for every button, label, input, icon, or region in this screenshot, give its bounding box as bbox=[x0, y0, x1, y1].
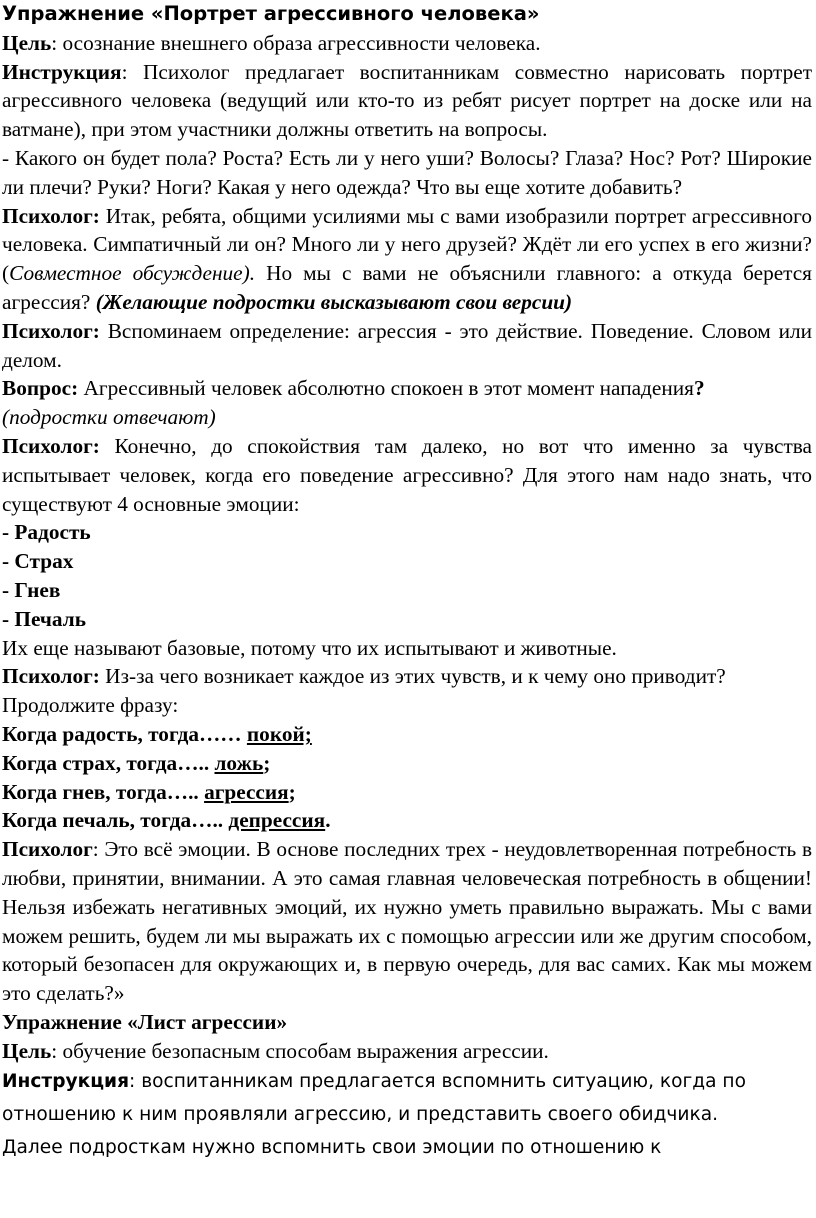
phrase-tail: ; bbox=[263, 750, 271, 775]
questions-paragraph: - Какого он будет пола? Роста? Есть ли у него уши? Волосы? Глаза? Нос? Рот? Широкие ли плечи? Руки? Ноги? Какая у него одежда? Что вы еще хотите добавить? bbox=[2, 145, 812, 199]
instruction-text: : воспитанникам предлагается вспомнить ситуацию, когда по отношению к ним проявляли агрессию, и представить своего обидчика. bbox=[2, 1071, 746, 1126]
paragraph-italic-remark: (Желающие подростки высказывают свои версии) bbox=[95, 289, 573, 314]
phrase-lead: Когда радость, тогда…… bbox=[2, 721, 247, 746]
phrase-tail: . bbox=[325, 808, 331, 833]
emotions-note: Их еще называют базовые, потому что их испытывают и животные. bbox=[2, 635, 617, 660]
phrase-lead: Когда печаль, тогда….. bbox=[2, 808, 229, 833]
phrase-answer: покой; bbox=[246, 721, 312, 746]
phrase-lead: Когда страх, тогда….. bbox=[2, 750, 215, 775]
paragraph-text: : Это всё эмоции. В основе последних трех - неудовлетворенная потребность в любви, принятии, внимании. А это самая главная человеческая потребность в общении! Нельзя избежать негативных эмоций, их нужно уметь правильно выражать. Мы с вами можем решить, будем ли мы выражать их с помощью агрессии или же другим способом, который безопасен для окружающих и, в первую очередь, для вас самих. Как мы можем это сделать?» bbox=[2, 837, 812, 1006]
phrase-line bbox=[2, 778, 812, 807]
question-mark: ? bbox=[693, 376, 705, 401]
psychologist-paragraph-4 bbox=[2, 662, 812, 720]
goal-label: Цель bbox=[2, 30, 52, 55]
phrase-line bbox=[2, 720, 812, 749]
emotion-item: - Радость bbox=[2, 520, 91, 545]
instruction-label: Инструкция bbox=[2, 1071, 130, 1093]
paragraph-text: Из-за чего возникает каждое из этих чувств, и к чему оно приводит? Продолжите фразу: bbox=[2, 664, 726, 718]
exercise-title: Упражнение «Портрет агрессивного человека» bbox=[2, 2, 540, 25]
speaker-label: Психолог bbox=[2, 837, 93, 862]
speaker-label: Психолог: bbox=[2, 664, 100, 689]
phrase-answer: агрессия bbox=[204, 779, 289, 804]
emotion-item: - Страх bbox=[2, 549, 74, 574]
instruction-paragraph bbox=[2, 58, 812, 144]
goal-text: : осознание внешнего образа агрессивности человека. bbox=[51, 30, 541, 55]
psychologist-paragraph-1 bbox=[2, 202, 812, 317]
continuation-line: Далее подросткам нужно вспомнить свои эмоции по отношению к bbox=[2, 1137, 662, 1159]
phrase-line bbox=[2, 806, 812, 835]
goal-label: Цель bbox=[2, 1038, 52, 1063]
phrase-line bbox=[2, 749, 812, 778]
emotion-item: - Гнев bbox=[2, 577, 61, 602]
instruction-paragraph bbox=[2, 1065, 812, 1131]
paragraph-text: Конечно, до спокойствия там далеко, но вот что именно за чувства испытывает человек, когда его поведение агрессивно? Для этого нам надо знать, что существуют 4 основные эмоции: bbox=[2, 433, 812, 516]
question-text: Агрессивный человек абсолютно спокоен в этот момент нападения bbox=[78, 376, 694, 401]
speaker-label: Психолог: bbox=[2, 203, 100, 228]
instruction-label: Инструкция bbox=[2, 59, 122, 84]
paragraph-text-continued: Но мы с вами не объяснили главного: а откуда берется агрессия? bbox=[2, 261, 812, 314]
goal-paragraph bbox=[2, 29, 812, 58]
paragraph-text: Вспоминаем определение: агрессия - это действие. Поведение. Словом или делом. bbox=[2, 318, 812, 372]
phrase-answer: ложь bbox=[214, 750, 264, 775]
instruction-text: : Психолог предлагает воспитанникам совместно нарисовать портрет агрессивного человека (ведущий или кто-то из ребят рисует портрет на доске или на ватмане), при этом участники должны ответить на вопросы. bbox=[2, 59, 812, 142]
paragraph-text: Итак, ребята, общими усилиями мы с вами изобразили портрет агрессивного человека. Симпатичный ли он? Много ли у него друзей? Ждёт ли его успех в его жизни? ( bbox=[2, 203, 812, 286]
emotion-item: - Печаль bbox=[2, 606, 86, 631]
psychologist-paragraph-5 bbox=[2, 835, 812, 1008]
phrase-tail: ; bbox=[288, 779, 296, 804]
question-label: Вопрос: bbox=[2, 376, 79, 401]
speaker-label: Психолог: bbox=[2, 318, 100, 343]
goal-paragraph bbox=[2, 1037, 812, 1066]
phrase-lead: Когда гнев, тогда….. bbox=[2, 779, 205, 804]
goal-text: : обучение безопасным способам выражения агрессии. bbox=[51, 1038, 549, 1063]
question-paragraph bbox=[2, 374, 812, 432]
paragraph-italic-note: Совместное обсуждение). bbox=[9, 261, 256, 286]
psychologist-paragraph-2 bbox=[2, 317, 812, 375]
question-italic-note: (подростки отвечают) bbox=[2, 405, 216, 430]
psychologist-paragraph-3 bbox=[2, 432, 812, 518]
exercise-title: Упражнение «Лист агрессии» bbox=[2, 1009, 288, 1034]
speaker-label: Психолог: bbox=[2, 433, 100, 458]
phrase-answer: депрессия bbox=[228, 808, 326, 833]
